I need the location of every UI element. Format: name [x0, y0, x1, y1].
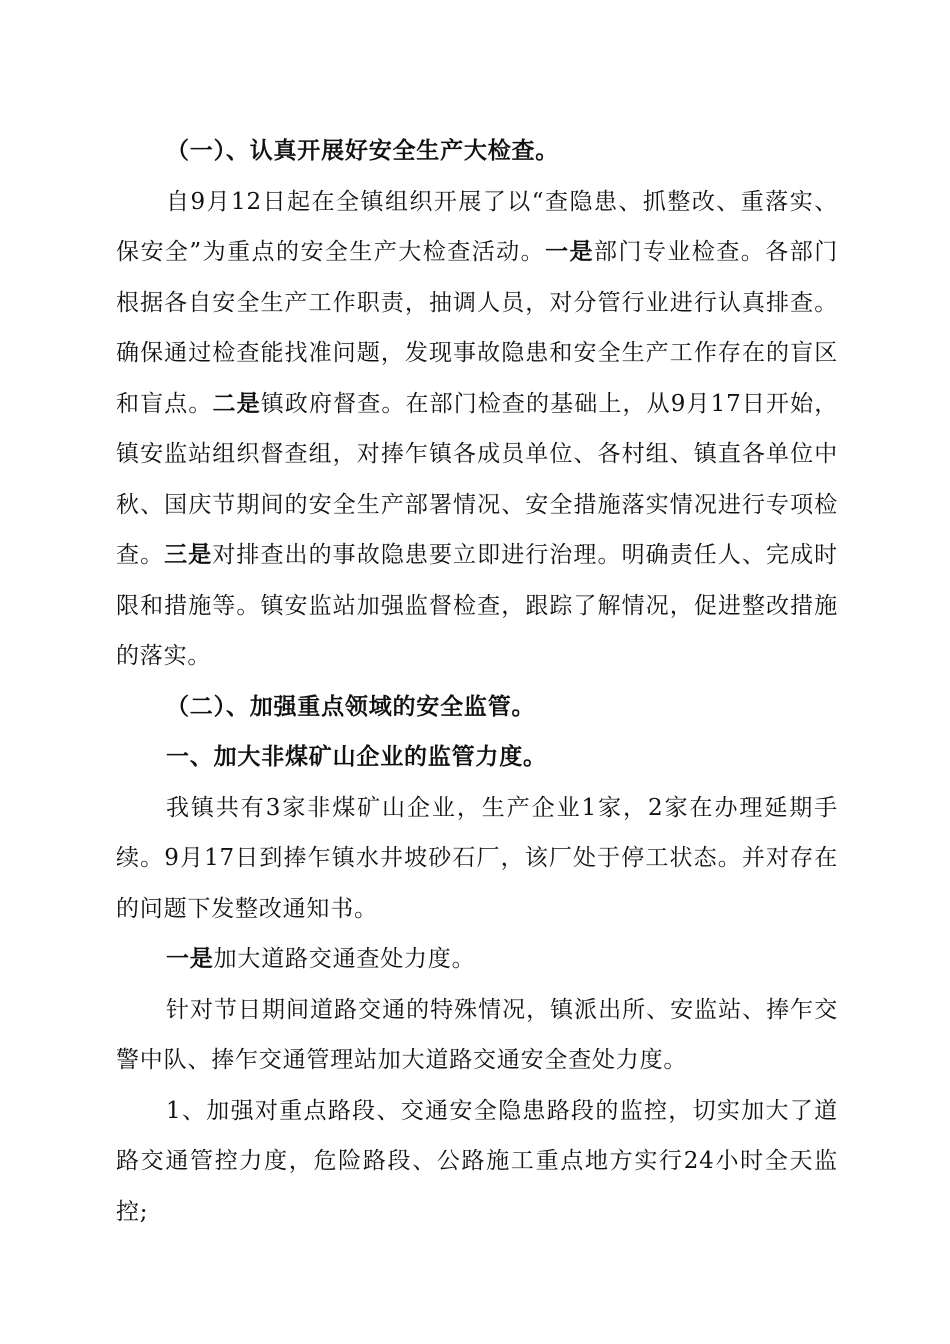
keyword-second: 二是 [212, 389, 261, 417]
paragraph-traffic-intro [116, 934, 838, 985]
section-heading-2: （二）、加强重点领域的安全监管。 [166, 692, 536, 720]
paragraph-traffic-item-1: 1、加强对重点路段、交通安全隐患路段的监控，切实加大了道路交通管控力度，危险路段、公路施工重点地方实行24小时全天监控; [116, 1097, 838, 1225]
paragraph-text: 镇政府督查。在部门检查的基础上，从9月17日开始，镇安监站组织督查组，对捧乍镇各成员单位、各村组、镇直各单位中秋、国庆节期间的安全生产部署情况、安全措施落实情况进行专项检查。 [116, 390, 838, 568]
paragraph-text: 加大道路交通查处力度。 [213, 946, 476, 972]
section-heading-1: （一）、认真开展好安全生产大检查。 [166, 137, 560, 164]
paragraph-inspection [116, 177, 838, 682]
paragraph-text: 自9月12日起在全镇组织开展了以“查隐患、抓整改、重落实、保安全”为重点的安全生产大检查活动。 [116, 188, 838, 265]
keyword-first: 一是 [545, 238, 595, 265]
paragraph-traffic-measures: 针对节日期间道路交通的特殊情况，镇派出所、安监站、捧乍交警中队、捧乍交通管理站加大道路交通安全查处力度。 [116, 996, 838, 1073]
keyword-first: 一是 [166, 945, 214, 972]
paragraph-text: 部门专业检查。各部门根据各自安全生产工作职责，抽调人员，对分管行业进行认真排查。确保通过检查能找准问题，发现事故隐患和安全生产工作存在的盲区和盲点。 [116, 239, 838, 417]
subsection-heading-mining: 一、加大非煤矿山企业的监管力度。 [166, 743, 547, 770]
paragraph-mining: 我镇共有3家非煤矿山企业，生产企业1家，2家在办理延期手续。9月17日到捧乍镇水井坡砂石厂，该厂处于停工状态。并对存在的问题下发整改通知书。 [116, 794, 838, 922]
paragraph-text: 对排查出的事故隐患要立即进行治理。明确责任人、完成时限和措施等。镇安监站加强监督检查，跟踪了解情况，促进整改措施的落实。 [116, 542, 838, 669]
keyword-third: 三是 [164, 541, 213, 568]
document-body [116, 126, 838, 1237]
